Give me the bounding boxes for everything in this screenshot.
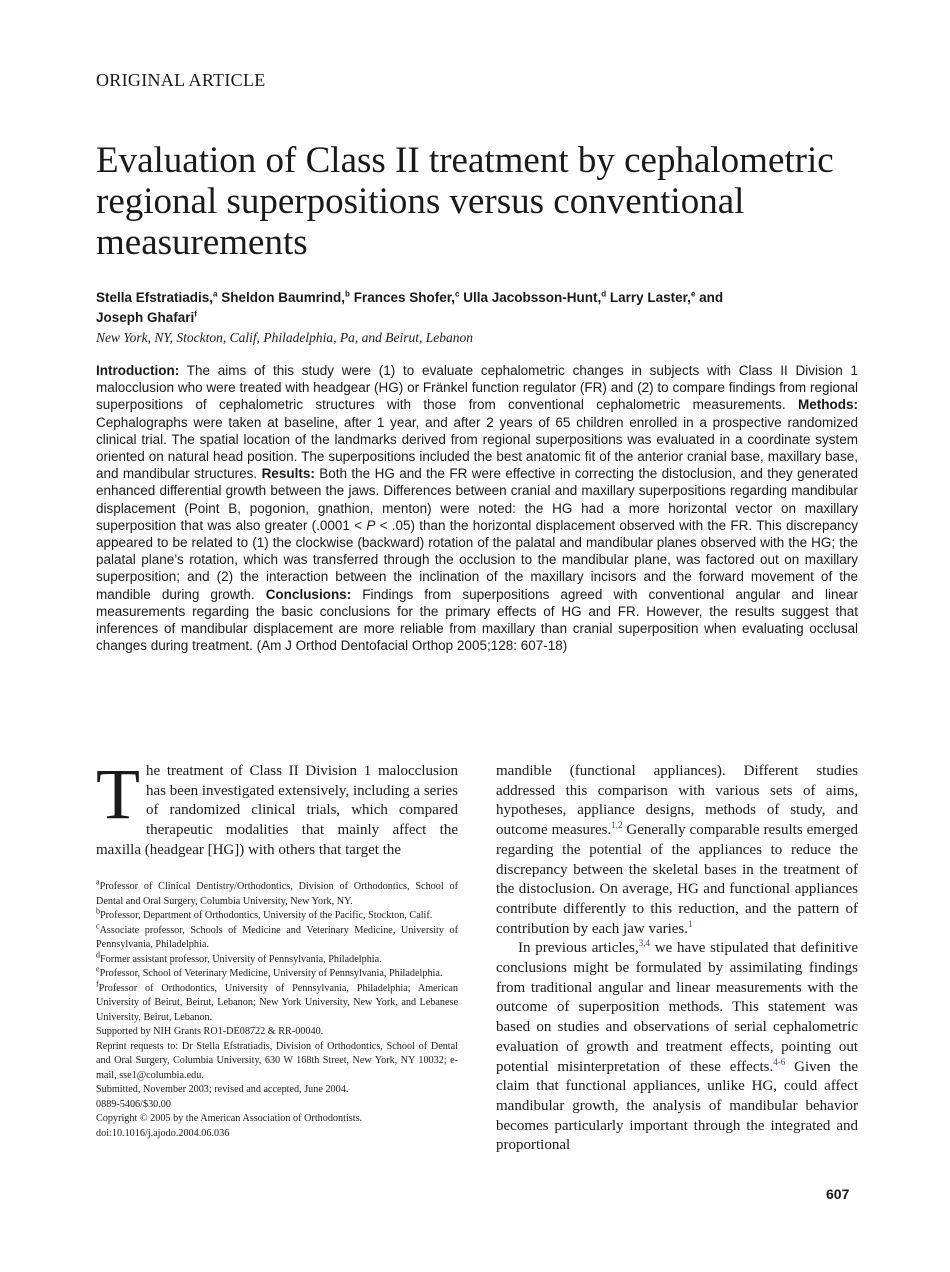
paragraph-text: In previous articles,: [518, 940, 639, 957]
paragraph-text: Generally comparable results emerged regarding the potential of the appliances to reduce the discrepancy between the skeletal bases in the treatment of the distoclusion. On average, HG and functional appliances contribute differently to this reduction, and the pattern of contribution by each jaw varies.: [496, 822, 859, 937]
drop-cap: T: [96, 754, 140, 834]
author-affiliation-mark: b: [345, 289, 350, 299]
intro-paragraph-text: he treatment of Class II Division 1 malocclusion has been investigated extensively, including a series of randomized clinical trials, which compared therapeutic modalities that mainly affect the maxilla (headgear [HG]) with others that target the: [96, 763, 458, 858]
author-affiliation-mark: d: [601, 289, 607, 299]
submission-dates: Submitted, November 2003; revised and accepted, June 2004.: [96, 1084, 349, 1095]
abstract-results: Both the HG and the FR were effective in correcting the distoclusion, and they generated enhanced differential growth between the jaws. Differences between cranial and maxillary superpositions regarding mandibular displacement (Point B, pogonion, gnathion, menton) were noted: the HG had a more horizontal vector on maxillary superposition that was also greater (.0001 <: [96, 466, 858, 533]
paragraph-text: we have stipulated that definitive conclusions might be formulated by assimilating findings from traditional angular and linear measurements with the outcome of superposition methods. This statement was based on studies and observations of serial cephalometric evaluation of growth and treatment effects, pointing out potential misinterpretation of these effects.: [496, 940, 858, 1075]
intro-paragraph: [96, 754, 458, 861]
affiliation-footnote: [96, 921, 458, 953]
body-paragraph: [496, 762, 858, 939]
page-number: 607: [826, 1186, 850, 1202]
author-name: Joseph Ghafari: [96, 310, 195, 325]
affiliation-footnote: [96, 877, 458, 909]
author-affiliation-mark: e: [690, 289, 696, 299]
citation-link[interactable]: 1,2: [611, 820, 623, 831]
affiliation-footnote: [96, 950, 458, 968]
footnote-mark: d: [96, 950, 100, 960]
footnote-mark: c: [96, 921, 100, 931]
affiliation-footnote: [96, 964, 458, 982]
abstract-methods: Cephalographs were taken at baseline, after 1 year, and after 2 years of 65 children enrolled in a prospective randomized clinical trial. The spatial location of the landmarks derived from regional superpositions was evaluated in a coordinate system oriented on natural head position. The superpositions included the best anatomic fit of the anterior cranial base, maxillary base, and mandibular structures.: [96, 414, 858, 482]
citation-link[interactable]: 1: [688, 918, 693, 929]
affiliation-footnote: [96, 906, 458, 924]
citation-link[interactable]: 4-6: [773, 1056, 786, 1067]
author-affiliation-mark: f: [194, 309, 197, 319]
copyright-line: Copyright © 2005 by the American Association of Orthodontists.: [96, 1113, 363, 1124]
paragraph-text: Given the claim that functional appliances, unlike HG, could affect mandibular growth, the analysis of mandibular behavior becomes particularly important through the integrated and proportional: [496, 1058, 858, 1154]
footnotes: [96, 877, 458, 1141]
footnote-text: Professor, School of Veterinary Medicine, University of Pennsylvania, Philadelphia.: [99, 968, 443, 979]
article-title: Evaluation of Class II treatment by cephalometric regional superpositions versus conventional measurements: [96, 140, 834, 263]
author-affiliation-mark: c: [454, 289, 460, 299]
footnote-mark: e: [96, 964, 100, 974]
footnote-mark: b: [96, 906, 100, 916]
issn-code: 0889-5406/$30.00: [96, 1098, 171, 1110]
abstract-conclusions: Findings from superpositions agreed with conventional angular and linear measurements regarding the basic conclusions for the primary effects of HG and FR. However, the results suggest that inferences of mandibular displacement are more reliable from maxillary than cranial superposition when evaluating occlusal changes during treatment. (Am J Orthod Dentofacial Orthop 2005;128: 607-18): [96, 586, 858, 654]
author-name: Larry Laster,: [609, 290, 691, 305]
abstract-p-value-symbol: P: [366, 517, 376, 533]
footnote-text: Professor, Department of Orthodontics, University of the Pacific, Stockton, Calif.: [100, 910, 433, 921]
abstract-methods-label: Methods:: [798, 397, 858, 413]
body-column-right: [496, 762, 858, 1156]
abstract-results-continued: < .05) than the horizontal displacement observed with the FR. This discrepancy appeared to be related to (1) the clockwise (backward) rotation of the palatal and mandibular planes observed with the HG; the palatal plane’s rotation, which was transferred through the occlusion to the mandibular plane, was factored out on maxillary superposition; and (2) the interaction between the inclination of the maxillary incisors and the forward movement of the mandible during growth.: [96, 517, 858, 602]
footnote-mark: a: [96, 877, 100, 887]
abstract-results-label: Results:: [261, 466, 315, 482]
footnote-text: Professor of Clinical Dentistry/Orthodontics, Division of Orthodontics, School of Dental and Oral Surgery, Columbia University, New York, NY.: [96, 881, 458, 907]
author-name: Sheldon Baumrind,: [221, 290, 346, 305]
footnote-mark: f: [96, 979, 99, 989]
section-label: ORIGINAL ARTICLE: [96, 70, 266, 90]
author-name: Ulla Jacobsson-Hunt,: [463, 290, 602, 305]
footnote-text: Former assistant professor, University of Pennsylvania, Philadelphia.: [100, 953, 382, 965]
author-name: Frances Shofer,: [353, 290, 455, 305]
footnote-text: Associate professor, Schools of Medicine and Veterinary Medicine, University of Pennsylvania, Philadelphia.: [96, 924, 458, 950]
abstract-introduction: The aims of this study were (1) to evaluate cephalometric changes in subjects with Class II Division 1 malocclusion who were treated with headgear (HG) or Fränkel function regulator (FR) and (2) to compare findings from regional superpositions of cephalometric structures with those from conventional cephalometric measurements.: [96, 363, 858, 413]
abstract-introduction-label: Introduction:: [96, 363, 180, 378]
body-paragraph: [496, 939, 858, 1156]
author-list: [96, 288, 856, 328]
body-column-left: [96, 754, 458, 861]
author-name: Stella Efstratiadis,: [96, 290, 214, 305]
abstract-conclusions-label: Conclusions:: [265, 586, 352, 602]
affiliation-footnote: [96, 979, 458, 1026]
author-affiliation-mark: a: [213, 289, 218, 299]
footnote-text: Professor of Orthodontics, University of Pennsylvania, Philadelphia; American University of Beirut, Beirut, Lebanon; New York University, New York, and Lebanese University, Beirut, Lebanon.: [96, 982, 458, 1023]
doi-line: doi:10.1016/j.ajodo.2004.06.036: [96, 1127, 230, 1139]
author-conjunction: and: [699, 290, 724, 305]
abstract: [96, 362, 858, 654]
reprint-request: Reprint requests to: Dr Stella Efstratiadis, Division of Orthodontics, School of Dental and Oral Surgery, Columbia University, 630 W 168th Street, New York, NY 10032; e-mail, sse1@columbia.edu.: [96, 1040, 458, 1081]
author-locations: New York, NY, Stockton, Calif, Philadelphia, Pa, and Beirut, Lebanon: [96, 330, 474, 345]
paragraph-text: mandible (functional appliances). Different studies addressed this comparison with various sets of aims, hypotheses, appliance designs, methods of study, and outcome measures.: [496, 763, 858, 839]
funding-note: Supported by NIH Grants RO1-DE08722 & RR-00040.: [96, 1026, 324, 1037]
citation-link[interactable]: 3,4: [638, 938, 651, 949]
